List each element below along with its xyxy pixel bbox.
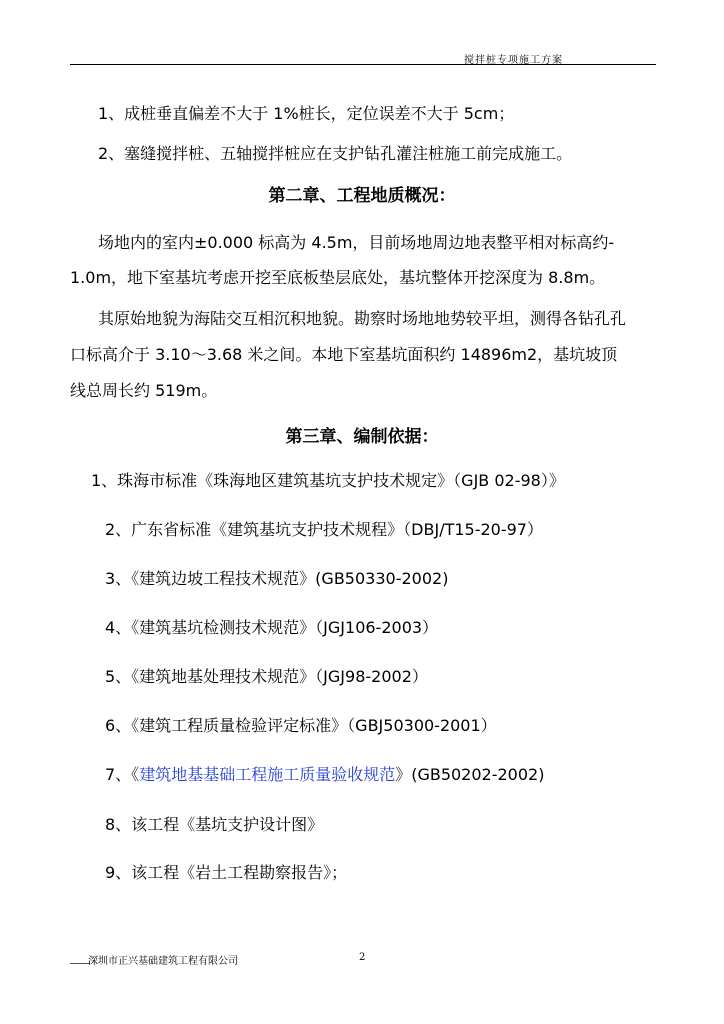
reference-item: 2、广东省标准《建筑基坑支护技术规程》（DBJ/T15-20-97） [105,520,543,539]
requirement-item: 1、成桩垂直偏差不大于 1%桩长，定位误差不大于 5cm； [98,104,515,123]
paragraph-line: 其原始地貌为海陆交互相沉积地貌。勘察时场地地势较平坦，测得各钻孔孔 [98,309,627,328]
chapter-2-title: 第二章、工程地质概况： [268,186,456,206]
reference-item: 4、《建筑基坑检测技术规范》（JGJ106-2003） [105,618,439,637]
reference-item-7 [105,765,544,785]
requirement-item: 2、塞缝搅拌桩、五轴搅拌桩应在支护钻孔灌注桩施工前完成施工。 [98,144,573,163]
reference-link[interactable]: 建筑地基基础工程施工质量验收规范 [139,765,396,784]
paragraph-line: 1.0m，地下室基坑考虑开挖至底板垫层底处，基坑整体开挖深度为 8.8m。 [70,268,606,287]
reference-item: 6、《建筑工程质量检验评定标准》（GBJ50300-2001） [105,716,497,735]
reference-item: 5、《建筑地基处理技术规范》（JGJ98-2002） [105,667,428,686]
header-divider [70,64,656,65]
reference-item-7-prefix: 7、《 [105,765,140,784]
footer-underline [70,963,90,964]
header-title: 搅拌桩专项施工方案 [464,55,563,66]
paragraph-line: 线总周长约 519m。 [70,381,218,400]
reference-item: 8、该工程《基坑支护设计图》 [105,815,324,834]
footer-company: 深圳市正兴基础建筑工程有限公司 [88,956,238,967]
reference-item: 9、该工程《岩土工程勘察报告》； [105,863,348,882]
paragraph-line: 场地内的室内±0.000 标高为 4.5m，目前场地周边地表整平相对标高约- [98,233,615,252]
reference-item: 3、《建筑边坡工程技术规范》(GB50330-2002) [105,569,449,588]
page-number: 2 [359,952,366,963]
chapter-3-title: 第三章、编制依据： [285,427,439,447]
reference-item: 1、珠海市标准《珠海地区建筑基坑支护技术规定》（GJB 02-98）》 [91,471,565,490]
reference-item-7-suffix: 》(GB50202-2002) [395,765,545,784]
paragraph-line: 口标高介于 3.10～3.68 米之间。本地下室基坑面积约 14896m2，基坑坡顶 [70,345,618,364]
